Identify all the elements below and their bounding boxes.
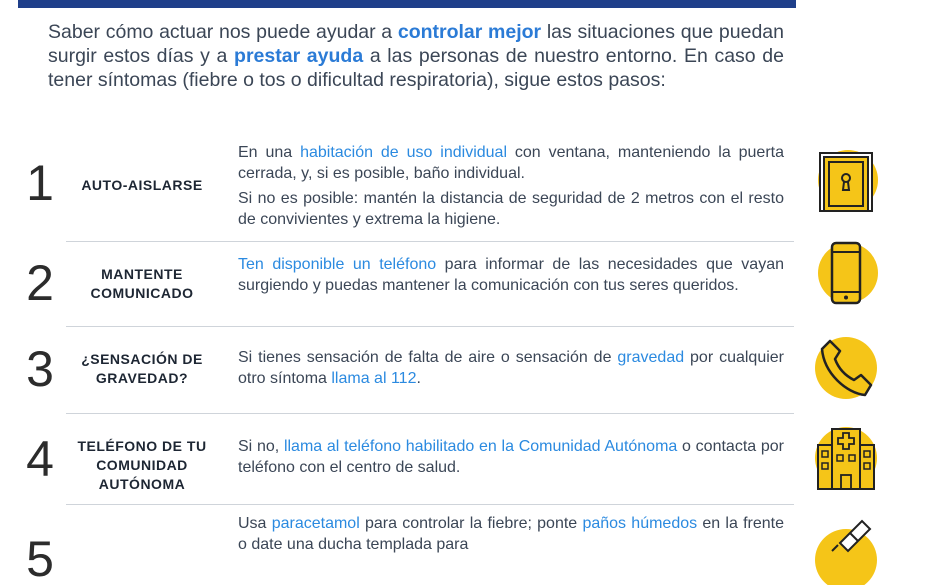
- intro-highlight-2: prestar ayuda: [234, 45, 364, 67]
- hospital-icon: [810, 423, 880, 493]
- door-icon: [810, 145, 880, 215]
- step-title-1: AUTO-AISLARSE: [81, 177, 203, 193]
- divider-1: [66, 241, 794, 242]
- step-number-5: 5: [26, 531, 54, 587]
- step-number-3: 3: [26, 341, 54, 397]
- step-note-1: Si no es posible: mantén la distancia de seguridad de 2 metros con el resto de convivientes y extrema la higiene.: [238, 190, 784, 228]
- step-link-4[interactable]: llama al teléfono habilitado en la Comunidad Autónoma: [283, 438, 678, 455]
- step-link-2[interactable]: Ten disponible un teléfono: [238, 256, 437, 273]
- step-description-1: En una habitación de uso individual con ventana, manteniendo la puerta cerrada, y, si es posible, baño individual. Si no es posible: mantén la distancia de seguridad de 2 metros con el resto de convivientes y extrema la higiene.: [238, 144, 784, 228]
- step-number-4: 4: [26, 431, 54, 487]
- intro-text-2: las situaciones que puedan surgir estos días y a: [48, 21, 784, 67]
- medicine-icon: [810, 515, 880, 585]
- header-bar: [18, 0, 796, 8]
- step-number-1: 1: [26, 155, 54, 211]
- step-link-5b[interactable]: paños húmedos: [582, 515, 698, 532]
- divider-3: [66, 413, 794, 414]
- step-number-2: 2: [26, 255, 54, 311]
- step-title-3: ¿SENSACIÓN DE GRAVEDAD?: [81, 351, 203, 386]
- step-description-3: Si tienes sensación de falta de aire o sensación de gravedad por cualquier otro síntoma llama al 112.: [238, 349, 784, 387]
- step-link-5[interactable]: paracetamol: [271, 515, 360, 532]
- step-link-3[interactable]: gravedad: [617, 349, 685, 366]
- step-title-4: TELÉFONO DE TU COMUNIDAD AUTÓNOMA: [77, 438, 207, 492]
- intro-paragraph: [48, 20, 784, 92]
- step-description-5: Usa paracetamol para controlar la fiebre; ponte paños húmedos en la frente o date una ducha templada para: [238, 515, 785, 553]
- phone-handset-icon: [810, 333, 880, 403]
- step-description-2: Ten disponible un teléfono para informar de las necesidades que vayan surgiendo y puedas mantener la comunicación con tus seres queridos.: [238, 256, 784, 294]
- smartphone-icon: [810, 238, 880, 308]
- divider-4: [66, 504, 794, 505]
- intro-text-3: a las personas de nuestro entorno. En caso de tener síntomas (fiebre o tos o dificultad respiratoria), sigue estos pasos:: [48, 45, 784, 91]
- intro-highlight-1: controlar mejor: [397, 21, 542, 43]
- intro-text-1: Saber cómo actuar nos puede ayudar a: [48, 21, 398, 43]
- step-description-4: Si no, llama al teléfono habilitado en la Comunidad Autónoma o contacta por teléfono con el centro de salud.: [238, 438, 785, 476]
- step-link-1[interactable]: habitación de uso individual: [300, 144, 507, 161]
- divider-2: [66, 326, 794, 327]
- call-112-link[interactable]: llama al 112: [331, 370, 417, 387]
- step-title-2: MANTENTE COMUNICADO: [90, 266, 194, 301]
